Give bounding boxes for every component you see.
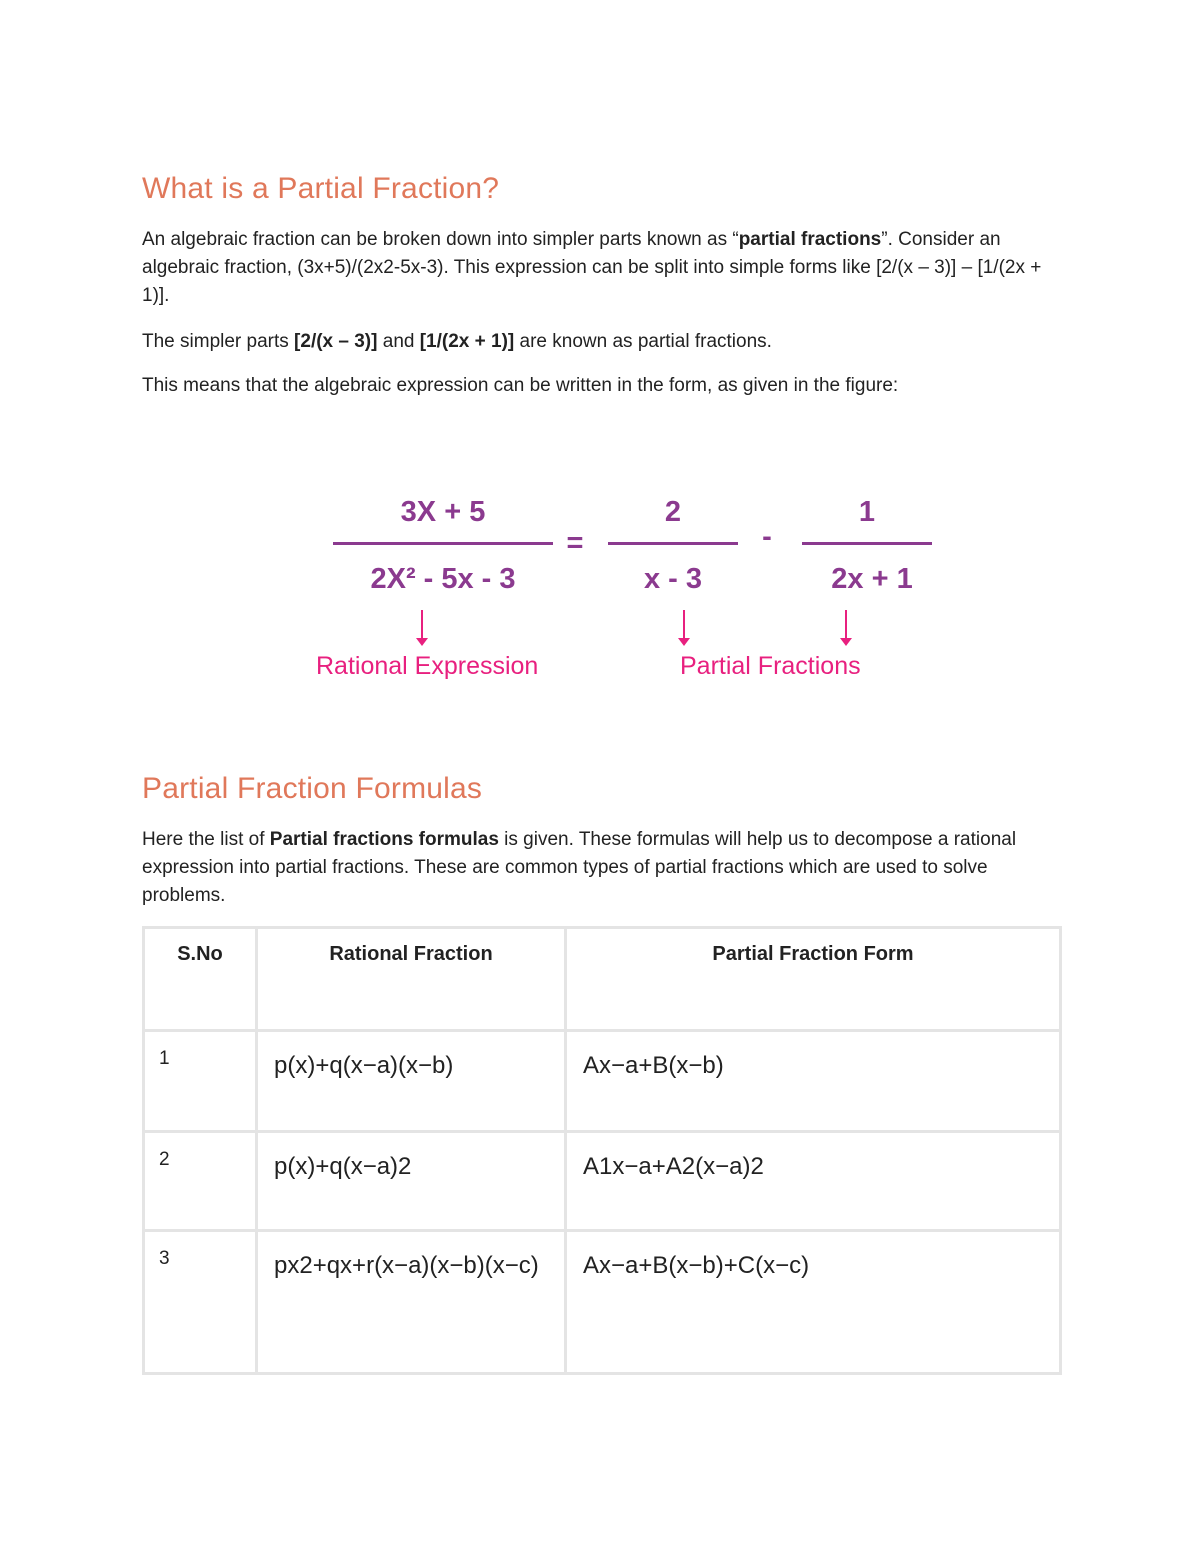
- numerator-left: 3X + 5: [400, 496, 486, 528]
- label-partial-fractions: Partial Fractions: [680, 652, 861, 680]
- partial-fraction-figure: [0, 0, 1200, 720]
- label-rational-expression: Rational Expression: [316, 652, 539, 680]
- column-header: Partial Fraction Form: [566, 928, 1061, 1031]
- table-cell-sno: 3: [144, 1231, 257, 1374]
- bold-term: partial fractions: [738, 229, 882, 250]
- figure-intro-paragraph: This means that the algebraic expression can be written in the form, as given in the figure:: [142, 375, 899, 396]
- table-header-row: [144, 928, 1061, 1031]
- denominator-mid: x - 3: [643, 563, 703, 595]
- table-cell-rational: p(x)+q(x−a)2: [257, 1132, 566, 1231]
- table-cell-rational: px2+qx+r(x−a)(x−b)(x−c): [257, 1231, 566, 1374]
- table-cell-partial: Ax−a+B(x−b): [566, 1031, 1061, 1132]
- table-row: [144, 1231, 1061, 1374]
- text-run: is given. These formulas will help us to decompose a rational expression into partial fractions. These are common types of partial fractions which are used to solve problems.: [142, 829, 1017, 906]
- fraction-bar-left: [333, 542, 553, 545]
- numerator-right: 1: [858, 496, 876, 528]
- text-run: ”. Consider an algebraic fraction, (3x+5)/(2x2-5x-3). This expression can be split into simple forms like [2/(x – 3)] – [1/(2x + 1)].: [142, 229, 1042, 306]
- table-cell-sno: 2: [144, 1132, 257, 1231]
- section-heading-formulas: Partial Fraction Formulas: [142, 772, 483, 805]
- bold-term: [2/(x – 3)]: [294, 331, 378, 352]
- column-header: S.No: [144, 928, 257, 1031]
- equals-sign: =: [566, 527, 584, 559]
- formulas-paragraph: [142, 826, 1042, 910]
- formulas-table: [142, 926, 1062, 1375]
- bold-term: Partial fractions formulas: [269, 829, 499, 850]
- denominator-right: 2x + 1: [831, 563, 913, 595]
- table-cell-sno: 1: [144, 1031, 257, 1132]
- column-header: Rational Fraction: [257, 928, 566, 1031]
- simpler-parts-paragraph: [142, 328, 772, 356]
- table-row: [144, 1031, 1061, 1132]
- section-heading-partial-fraction: What is a Partial Fraction?: [142, 172, 500, 205]
- minus-sign: -: [762, 521, 772, 553]
- fraction-bar-mid: [608, 542, 738, 545]
- table-cell-rational: p(x)+q(x−a)(x−b): [257, 1031, 566, 1132]
- arrow-down-icon: [683, 610, 685, 644]
- denominator-left: 2X² - 5x - 3: [370, 563, 516, 595]
- table-cell-partial: A1x−a+A2(x−a)2: [566, 1132, 1061, 1231]
- arrow-down-icon: [421, 610, 423, 644]
- table-cell-partial: Ax−a+B(x−b)+C(x−c): [566, 1231, 1061, 1374]
- intro-paragraph: [142, 226, 1057, 310]
- text-run: The simpler parts: [142, 331, 295, 352]
- text-run: and: [377, 331, 420, 352]
- numerator-mid: 2: [664, 496, 682, 528]
- fraction-bar-right: [802, 542, 932, 545]
- text-run: Here the list of: [142, 829, 270, 850]
- text-run: are known as partial fractions.: [514, 331, 772, 352]
- arrow-down-icon: [845, 610, 847, 644]
- bold-term: [1/(2x + 1)]: [419, 331, 515, 352]
- table-row: [144, 1132, 1061, 1231]
- text-run: An algebraic fraction can be broken down into simpler parts known as “: [142, 229, 739, 250]
